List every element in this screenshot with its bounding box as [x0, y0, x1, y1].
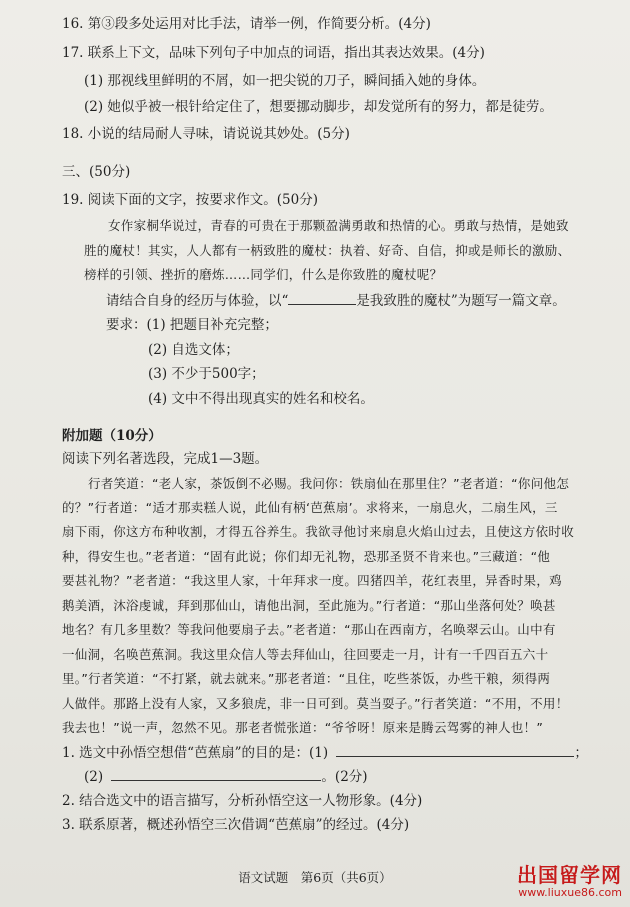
requirement-1-text: (1) 把题目补充完整； — [146, 317, 278, 333]
bonus-question-2: 2. 结合选文中的语言描写，分析孙悟空这一人物形象。(4分) — [62, 793, 423, 809]
bonus-question-1-part-2 — [84, 766, 368, 787]
answer-blank-1[interactable] — [336, 742, 574, 757]
answer-blank-2[interactable] — [111, 766, 321, 781]
novel-passage-line-1: 行者笑道：“老人家，茶饭倒不必赐。我问你：铁扇仙在那里住？”老者道：“你问他怎 — [88, 476, 570, 491]
novel-passage-line-2: 的？”行者道：“适才那卖糕人说，此仙有柄‘芭蕉扇’。求将来，一扇息火，二扇生风，三 — [62, 500, 558, 515]
novel-passage-line-4: 种，得安生也。”老者道：“固有此说；你们却无礼物，恐那圣贤不肯来也。”三藏道：“他 — [62, 549, 551, 564]
question-17: 17. 联系上下文，品味下列句子中加点的词语，指出其表达效果。(4分) — [62, 45, 485, 61]
novel-passage-line-5: 要甚礼物？”老者道：“我这里人家，十年拜求一度。四猪四羊，花红表里，异香时果，鸡 — [62, 573, 562, 588]
novel-passage-line-7: 地名？有几多里数？等我问他要扇子去。”老者道：“那山在西南方，名唤翠云山。山中有 — [62, 622, 556, 637]
requirement-2: (2) 自选文体； — [148, 342, 239, 358]
essay-prompt — [106, 290, 566, 311]
bonus-question-1-end: ； — [574, 745, 588, 761]
requirements-label: 要求： — [106, 317, 147, 333]
bonus-question-1-part-2-label: (2) — [84, 769, 104, 785]
section-3-heading: 三、(50分) — [62, 164, 131, 180]
bonus-question-1 — [62, 742, 588, 763]
question-17-item-2: (2) 她似乎被一根针给定住了，想要挪动脚步，却发觉所有的努力，都是徒劳。 — [84, 99, 553, 115]
requirement-1 — [106, 315, 278, 335]
bonus-heading: 附加题（10分） — [62, 428, 162, 444]
novel-passage-line-3: 扇下雨，你这方布种收割，才得五谷养生。我欲寻他讨来扇息火焰山过去，且使这方依时收 — [62, 524, 575, 539]
novel-passage-line-9: 里。”行者笑道：“不打紧，就去就来。”那老者道：“且住，吃些茶饭，办些干粮，须得两 — [62, 671, 551, 686]
essay-prompt-post: 是我致胜的魔杖”为题写一篇文章。 — [356, 293, 566, 309]
question-18: 18. 小说的结局耐人寻味，请说说其妙处。(5分) — [62, 126, 350, 142]
question-17-item-1: (1) 那视线里鲜明的不屑，如一把尖锐的刀子，瞬间插入她的身体。 — [84, 73, 486, 89]
question-16: 16. 第③段多处运用对比手法，请举一例，作简要分析。(4分) — [62, 16, 431, 32]
bonus-question-1-score: 。(2分) — [321, 769, 368, 785]
essay-passage-line-2: 胜的魔杖！其实，人人都有一柄致胜的魔杖：执着、好奇、自信，抑或是师长的激励、 — [84, 243, 571, 258]
essay-passage-line-1: 女作家桐华说过，青春的可贵在于那颗盈满勇敢和热情的心。勇敢与热情，是她致 — [108, 218, 569, 233]
novel-passage-line-6: 鹅美酒，沐浴虔诚，拜到那仙山，请他出洞，至此施为。”行者道：“那山坐落何处？唤甚 — [62, 598, 556, 613]
page-footer: 语文试题 第6页（共6页） — [238, 870, 392, 885]
bonus-question-3: 3. 联系原著，概述孙悟空三次借调“芭蕉扇”的经过。(4分) — [62, 817, 410, 833]
requirement-3: (3) 不少于500字； — [148, 366, 265, 382]
novel-passage-line-11: 我去也！”说一声，忽然不见。那老者慌张道：“爷爷呀！原来是腾云驾雾的神人也！” — [62, 720, 544, 735]
essay-prompt-pre: 请结合自身的经历与体验，以“ — [106, 293, 289, 309]
novel-passage-line-10: 人做伴。那路上没有人家，又多狼虎，非一日可到。莫当耍子。”行者笑道：“不用，不用！ — [62, 696, 569, 711]
bonus-intro: 阅读下列名著选段，完成1—3题。 — [62, 451, 269, 467]
bonus-question-1-text: 1. 选文中孙悟空想借“芭蕉扇”的目的是：(1) — [62, 745, 329, 761]
essay-passage-line-3: 榜样的引领、挫折的磨炼……同学们，什么是你致胜的魔杖呢？ — [84, 267, 443, 282]
question-19: 19. 阅读下面的文字，按要求作文。(50分) — [62, 192, 318, 208]
title-blank[interactable] — [288, 290, 356, 305]
site-watermark — [517, 864, 622, 900]
requirement-4: (4) 文中不得出现真实的姓名和校名。 — [148, 391, 374, 407]
watermark-url: www.liuxue86.com — [518, 886, 622, 899]
novel-passage-line-8: 一仙洞，名唤芭蕉洞。我这里众信人等去拜仙山，往回要走一月，计有一千四百五六十 — [62, 647, 549, 662]
watermark-name: 出国留学网 — [517, 863, 622, 887]
